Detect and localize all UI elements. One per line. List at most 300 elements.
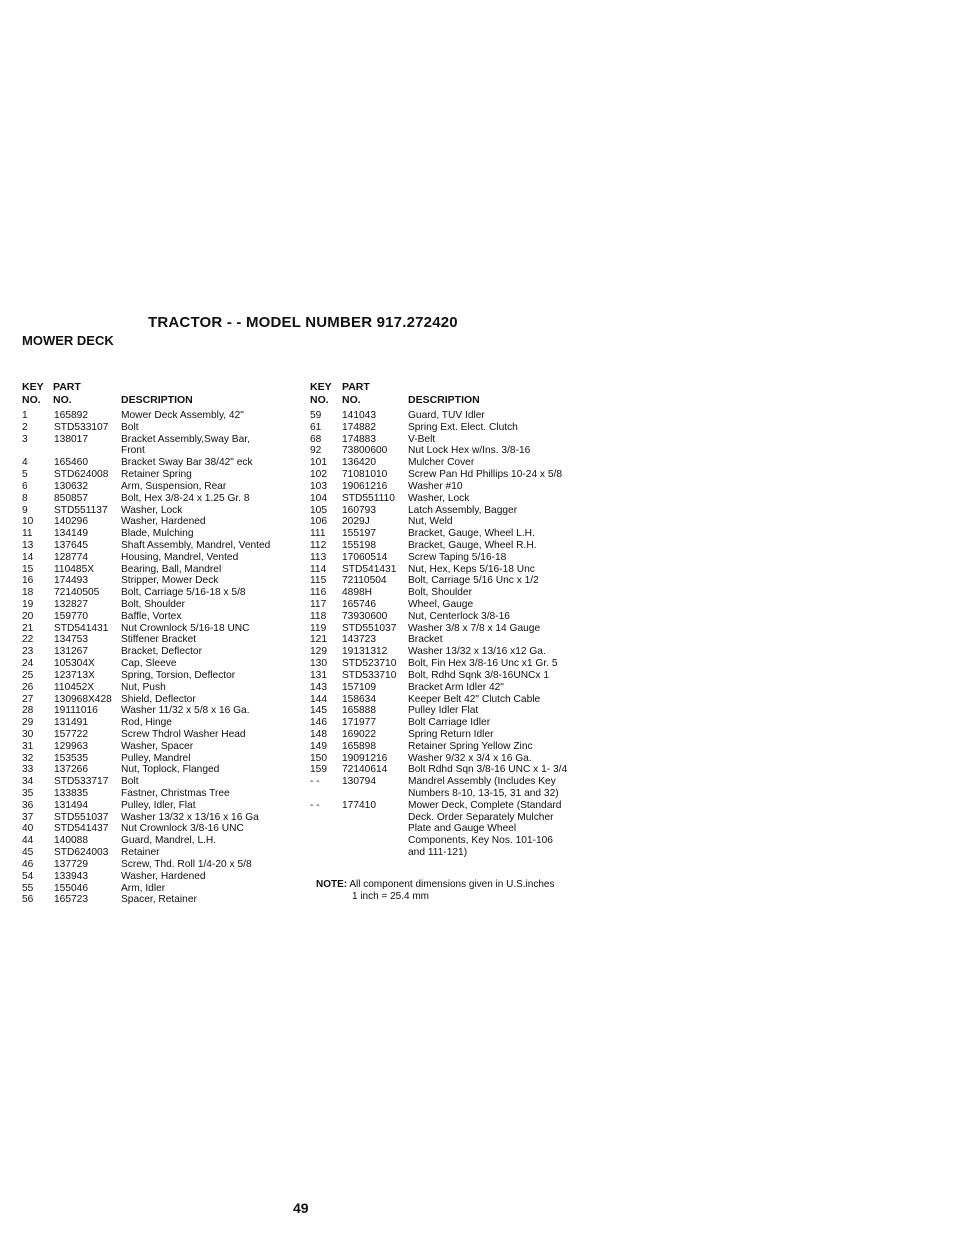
- parts-row: [22, 694, 302, 706]
- parts-row: [22, 410, 302, 422]
- note-text: All component dimensions given in U.S.inches: [349, 879, 555, 890]
- part-description: Pulley Idler Flat: [408, 705, 479, 717]
- parts-row: [310, 493, 600, 505]
- part-number: STD541431: [54, 622, 109, 634]
- part-description: Screw, Thd. Roll 1/4-20 x 5/8: [121, 858, 252, 870]
- parts-row: [310, 469, 600, 481]
- part-number: 140296: [54, 516, 88, 528]
- parts-row: [22, 634, 302, 646]
- key-number: 33: [22, 764, 34, 776]
- part-number: 133943: [54, 870, 88, 882]
- part-description: Washer 9/32 x 3/4 x 16 Ga.: [408, 752, 532, 764]
- key-number: 27: [22, 693, 34, 705]
- part-description: Rod, Hinge: [121, 717, 172, 729]
- parts-row: [310, 410, 600, 422]
- key-number: 21: [22, 622, 34, 634]
- key-number: 37: [22, 811, 34, 823]
- parts-row: [22, 835, 302, 847]
- key-number: 144: [310, 693, 327, 705]
- part-description: Numbers 8-10, 13-15, 31 and 32): [408, 788, 559, 799]
- part-number: 110485X: [54, 563, 95, 575]
- parts-row: [310, 623, 600, 635]
- part-description: Washer, Spacer: [121, 740, 194, 752]
- parts-row: [22, 611, 302, 623]
- part-description: Washer 13/32 x 13/16 x 16 Ga: [121, 811, 259, 823]
- parts-row: [22, 599, 302, 611]
- key-number: 20: [22, 610, 34, 622]
- part-description: Nut, Hex, Keps 5/16-18 Unc: [408, 563, 535, 575]
- part-description: Mulcher Cover: [408, 457, 475, 469]
- part-description: Washer 11/32 x 5/8 x 16 Ga.: [121, 705, 250, 717]
- part-description: Mandrel Assembly (Includes Key: [408, 776, 556, 788]
- right-header-key: [310, 381, 332, 407]
- key-number: 2: [22, 421, 28, 433]
- key-number: 19: [22, 599, 34, 610]
- part-number: 130632: [54, 480, 88, 492]
- part-description: Wheel, Gauge: [408, 599, 474, 610]
- parts-row: [22, 670, 302, 682]
- page-title: TRACTOR - - MODEL NUMBER 917.272420: [148, 314, 458, 331]
- part-number: 140088: [54, 835, 88, 847]
- part-description: Bolt, Rdhd Sqnk 3/8-16UNCx 1: [408, 669, 549, 681]
- part-description: Bracket Sway Bar 38/42" eck: [121, 457, 253, 469]
- part-description: Shaft Assembly, Mandrel, Vented: [121, 539, 271, 551]
- part-description: Stripper, Mower Deck: [121, 575, 219, 587]
- parts-row: [22, 883, 302, 895]
- key-number: 32: [22, 752, 34, 764]
- part-description: Mower Deck, Complete (Standard: [408, 799, 562, 811]
- part-number: 4898H: [342, 587, 373, 599]
- part-description: Nut Lock Hex w/Ins. 3/8-16: [408, 445, 531, 457]
- key-number: - -: [310, 799, 320, 811]
- part-number: 131494: [54, 799, 88, 811]
- parts-row: [310, 847, 600, 859]
- parts-row: [310, 646, 600, 658]
- part-description: Cap, Sleeve: [121, 658, 177, 670]
- parts-row: [22, 528, 302, 540]
- parts-row: [310, 788, 600, 800]
- key-number: 22: [22, 634, 34, 646]
- header-key-line2: NO.: [310, 394, 329, 406]
- key-number: 3: [22, 433, 28, 445]
- part-number: 850857: [54, 492, 88, 504]
- left-header-description: DESCRIPTION: [121, 394, 193, 406]
- part-number: STD523710: [342, 658, 397, 670]
- parts-row: [310, 540, 600, 552]
- key-number: 103: [310, 480, 327, 492]
- parts-row: [310, 552, 600, 564]
- header-part-line1: PART: [342, 381, 370, 393]
- part-number: STD541431: [342, 563, 397, 575]
- part-number: STD541437: [54, 823, 109, 835]
- parts-row: [22, 540, 302, 552]
- part-number: 72110504: [342, 575, 387, 587]
- part-number: 72140505: [54, 587, 100, 599]
- key-number: 18: [22, 587, 34, 599]
- part-description: Bolt Rdhd Sqn 3/8-16 UNC x 1- 3/4: [408, 764, 568, 776]
- part-number: 171977: [342, 717, 376, 729]
- key-number: 113: [310, 551, 327, 563]
- part-description: Deck. Order Separately Mulcher: [408, 811, 554, 823]
- part-description: Front: [121, 445, 145, 457]
- key-number: 46: [22, 858, 34, 870]
- header-key-line1: KEY: [22, 381, 44, 393]
- key-number: 111: [310, 528, 326, 540]
- part-description: Bracket, Gauge, Wheel L.H.: [408, 528, 535, 540]
- part-number: 160793: [342, 504, 376, 516]
- part-number: STD533107: [54, 421, 109, 433]
- note: [316, 879, 554, 903]
- parts-row: [22, 729, 302, 741]
- right-parts-list: [310, 410, 600, 859]
- part-description: Bolt, Hex 3/8-24 x 1.25 Gr. 8: [121, 492, 250, 504]
- parts-row: [310, 729, 600, 741]
- part-number: 137645: [54, 539, 88, 551]
- key-number: 143: [310, 681, 327, 693]
- parts-row: [310, 434, 600, 446]
- part-description: Blade, Mulching: [121, 528, 194, 540]
- part-number: STD533710: [342, 669, 397, 681]
- part-description: Washer 13/32 x 13/16 x12 Ga.: [408, 646, 546, 658]
- part-number: 157109: [342, 681, 376, 693]
- part-number: 130794: [342, 776, 376, 788]
- parts-row: [310, 658, 600, 670]
- part-number: 2029J: [342, 516, 370, 528]
- part-number: 133835: [54, 788, 88, 799]
- part-description: V-Belt: [408, 433, 436, 445]
- key-number: 36: [22, 799, 34, 811]
- key-number: 16: [22, 575, 34, 587]
- part-description: Bracket Assembly,Sway Bar,: [121, 433, 250, 445]
- part-description: Nut Crownlock 5/16-18 UNC: [121, 622, 250, 634]
- part-description: Guard, Mandrel, L.H.: [121, 835, 217, 847]
- key-number: 145: [310, 705, 327, 717]
- part-number: 134753: [54, 634, 88, 646]
- part-description: Nut, Centerlock 3/8-16: [408, 610, 510, 622]
- part-number: STD533717: [54, 776, 109, 788]
- key-number: 121: [310, 634, 327, 646]
- part-description: Bracket: [408, 634, 443, 646]
- part-number: 155197: [342, 528, 376, 540]
- parts-row: [22, 800, 302, 812]
- part-description: Baffle, Vortex: [121, 610, 182, 622]
- part-description: Spring Return Idler: [408, 728, 494, 740]
- part-number: 169022: [342, 728, 376, 740]
- key-number: 1: [22, 410, 28, 421]
- parts-row: [310, 422, 600, 434]
- parts-row: [22, 493, 302, 505]
- key-number: 150: [310, 752, 327, 764]
- part-description: Washer #10: [408, 480, 463, 492]
- key-number: 5: [22, 469, 28, 481]
- part-number: 73930600: [342, 610, 388, 622]
- part-number: 174493: [54, 575, 88, 587]
- key-number: 14: [22, 551, 34, 563]
- key-number: 10: [22, 516, 34, 528]
- part-description: Bracket, Gauge, Wheel R.H.: [408, 539, 537, 551]
- part-description: Mower Deck Assembly, 42": [121, 410, 244, 421]
- part-number: 131491: [54, 717, 88, 729]
- key-number: 24: [22, 658, 34, 670]
- page-number: 49: [293, 1200, 309, 1216]
- key-number: 101: [310, 457, 327, 469]
- parts-row: [22, 894, 302, 906]
- part-description: Arm, Suspension, Rear: [121, 480, 227, 492]
- parts-row: [22, 812, 302, 824]
- left-header-key: [22, 381, 44, 407]
- key-number: 26: [22, 681, 34, 693]
- parts-row: [22, 776, 302, 788]
- parts-row: [310, 694, 600, 706]
- key-number: 29: [22, 717, 34, 729]
- key-number: 116: [310, 587, 327, 599]
- parts-row: [22, 516, 302, 528]
- part-number: 143723: [342, 634, 376, 646]
- part-number: STD624003: [54, 847, 109, 859]
- part-number: 129963: [54, 740, 88, 752]
- key-number: 104: [310, 492, 327, 504]
- key-number: 25: [22, 669, 34, 681]
- key-number: 68: [310, 433, 322, 445]
- part-number: 110452X: [54, 681, 95, 693]
- part-number: 137266: [54, 764, 88, 776]
- right-header-part: [342, 381, 370, 407]
- parts-row: [310, 800, 600, 812]
- right-header-description: DESCRIPTION: [408, 394, 480, 406]
- parts-row: [310, 599, 600, 611]
- key-number: 31: [22, 740, 34, 752]
- part-number: 155198: [342, 539, 376, 551]
- key-number: 129: [310, 646, 327, 658]
- parts-row: [22, 445, 302, 457]
- parts-row: [22, 764, 302, 776]
- parts-row: [22, 505, 302, 517]
- part-description: Bearing, Ball, Mandrel: [121, 563, 222, 575]
- part-number: 73800600: [342, 445, 388, 457]
- key-number: 61: [310, 421, 322, 433]
- part-number: 130968X428: [54, 693, 112, 705]
- left-parts-list: [22, 410, 302, 906]
- parts-row: [22, 705, 302, 717]
- key-number: 9: [22, 504, 28, 516]
- parts-row: [310, 741, 600, 753]
- note-label: NOTE:: [316, 879, 348, 890]
- parts-row: [310, 575, 600, 587]
- key-number: 35: [22, 788, 34, 799]
- parts-row: [310, 505, 600, 517]
- part-description: Retainer: [121, 847, 160, 859]
- part-description: Bracket, Deflector: [121, 646, 202, 658]
- key-number: 92: [310, 445, 322, 457]
- parts-row: [310, 705, 600, 717]
- part-description: Washer, Hardened: [121, 870, 206, 882]
- parts-row: [22, 564, 302, 576]
- part-description: Keeper Belt 42" Clutch Cable: [408, 693, 541, 705]
- key-number: 119: [310, 622, 327, 634]
- key-number: 112: [310, 539, 327, 551]
- part-number: 123713X: [54, 669, 95, 681]
- part-description: Housing, Mandrel, Vented: [121, 551, 239, 563]
- parts-row: [310, 587, 600, 599]
- part-number: 132827: [54, 599, 88, 610]
- parts-row: [310, 445, 600, 457]
- part-description: Washer 3/8 x 7/8 x 14 Gauge: [408, 622, 541, 634]
- key-number: 6: [22, 480, 28, 492]
- part-number: 165888: [342, 705, 376, 717]
- key-number: 13: [22, 539, 34, 551]
- parts-row: [22, 847, 302, 859]
- parts-row: [310, 564, 600, 576]
- key-number: 15: [22, 563, 34, 575]
- part-description: Bolt: [121, 776, 139, 788]
- part-number: STD551137: [54, 504, 108, 516]
- part-description: Arm, Idler: [121, 882, 166, 894]
- part-number: 19131312: [342, 646, 388, 658]
- parts-row: [22, 753, 302, 765]
- parts-row: [310, 717, 600, 729]
- key-number: 56: [22, 894, 34, 906]
- key-number: 45: [22, 847, 34, 859]
- part-number: 138017: [54, 433, 88, 445]
- left-header-part: [53, 381, 81, 407]
- part-number: 165723: [54, 894, 88, 906]
- part-number: 165898: [342, 740, 376, 752]
- parts-row: [310, 764, 600, 776]
- part-number: 134149: [54, 528, 88, 540]
- part-number: 174883: [342, 433, 376, 445]
- part-description: Pulley, Mandrel: [121, 752, 191, 764]
- parts-row: [310, 835, 600, 847]
- part-number: STD551110: [342, 492, 395, 504]
- parts-row: [310, 812, 600, 824]
- key-number: 159: [310, 764, 327, 776]
- parts-row: [22, 422, 302, 434]
- part-description: Pulley, Idler, Flat: [121, 799, 196, 811]
- parts-row: [310, 682, 600, 694]
- part-description: Stiffener Bracket: [121, 634, 197, 646]
- part-number: 157722: [54, 728, 88, 740]
- part-number: 153535: [54, 752, 88, 764]
- part-description: Retainer Spring Yellow Zinc: [408, 740, 533, 752]
- part-number: 19111016: [54, 705, 98, 717]
- part-description: Bolt, Fin Hex 3/8-16 Unc x1 Gr. 5: [408, 658, 558, 670]
- key-number: 11: [22, 528, 33, 540]
- key-number: 148: [310, 728, 327, 740]
- header-key-line2: NO.: [22, 394, 41, 406]
- part-description: Bolt, Carriage 5/16-18 x 5/8: [121, 587, 246, 599]
- header-part-line1: PART: [53, 381, 81, 393]
- key-number: 28: [22, 705, 34, 717]
- part-number: 128774: [54, 551, 88, 563]
- key-number: 105: [310, 504, 327, 516]
- parts-row: [22, 741, 302, 753]
- parts-row: [22, 871, 302, 883]
- part-number: 174882: [342, 421, 376, 433]
- parts-row: [22, 682, 302, 694]
- part-description: Retainer Spring: [121, 469, 192, 481]
- part-number: STD551037: [54, 811, 109, 823]
- part-description: Nut Crownlock 3/8-16 UNC: [121, 823, 244, 835]
- part-description: Shield, Deflector: [121, 693, 196, 705]
- part-description: Washer, Lock: [408, 492, 470, 504]
- part-description: Nut, Toplock, Flanged: [121, 764, 220, 776]
- parts-row: [310, 776, 600, 788]
- key-number: 118: [310, 610, 327, 622]
- part-number: 72140614: [342, 764, 388, 776]
- parts-row: [310, 611, 600, 623]
- part-description: Guard, TUV Idler: [408, 410, 485, 421]
- part-number: 19061216: [342, 480, 388, 492]
- key-number: 8: [22, 492, 28, 504]
- section-heading: MOWER DECK: [22, 333, 114, 348]
- key-number: 59: [310, 410, 322, 421]
- part-number: 17060514: [342, 551, 388, 563]
- part-description: Latch Assembly, Bagger: [408, 504, 518, 516]
- parts-row: [310, 823, 600, 835]
- key-number: 55: [22, 882, 34, 894]
- key-number: 23: [22, 646, 34, 658]
- parts-row: [22, 575, 302, 587]
- key-number: 114: [310, 563, 327, 575]
- part-description: Components, Key Nos. 101-106: [408, 835, 553, 847]
- part-description: Washer, Lock: [121, 504, 183, 516]
- part-number: 131267: [54, 646, 88, 658]
- parts-row: [22, 658, 302, 670]
- part-description: Screw Taping 5/16-18: [408, 551, 507, 563]
- parts-row: [22, 859, 302, 871]
- part-description: Spacer, Retainer: [121, 894, 197, 906]
- parts-row: [22, 587, 302, 599]
- part-number: 19091216: [342, 752, 388, 764]
- parts-row: [22, 457, 302, 469]
- key-number: 34: [22, 776, 34, 788]
- part-description: Nut, Weld: [408, 516, 453, 528]
- key-number: 149: [310, 740, 327, 752]
- part-number: 105304X: [54, 658, 95, 670]
- part-description: Bolt, Carriage 5/16 Unc x 1/2: [408, 575, 539, 587]
- part-number: 136420: [342, 457, 376, 469]
- parts-row: [310, 670, 600, 682]
- part-description: Bolt Carriage Idler: [408, 717, 491, 729]
- parts-row: [310, 528, 600, 540]
- part-number: 177410: [342, 799, 376, 811]
- part-number: 159770: [54, 610, 88, 622]
- part-description: Plate and Gauge Wheel: [408, 823, 517, 835]
- note-line2: 1 inch = 25.4 mm: [352, 891, 429, 902]
- key-number: 4: [22, 457, 28, 469]
- parts-row: [22, 481, 302, 493]
- part-description: Nut, Push: [121, 681, 166, 693]
- key-number: 131: [310, 669, 327, 681]
- part-number: 155046: [54, 882, 88, 894]
- part-number: 165460: [54, 457, 88, 469]
- parts-row: [22, 717, 302, 729]
- key-number: 30: [22, 728, 34, 740]
- key-number: 102: [310, 469, 327, 481]
- parts-row: [310, 457, 600, 469]
- parts-row: [310, 516, 600, 528]
- key-number: 106: [310, 516, 327, 528]
- key-number: 44: [22, 835, 34, 847]
- part-number: 71081010: [342, 469, 388, 481]
- part-description: Washer, Hardened: [121, 516, 206, 528]
- part-description: Bolt, Shoulder: [121, 599, 185, 610]
- key-number: 130: [310, 658, 327, 670]
- key-number: 115: [310, 575, 327, 587]
- header-part-line2: NO.: [342, 394, 361, 406]
- parts-row: [22, 552, 302, 564]
- part-number: 141043: [342, 410, 376, 421]
